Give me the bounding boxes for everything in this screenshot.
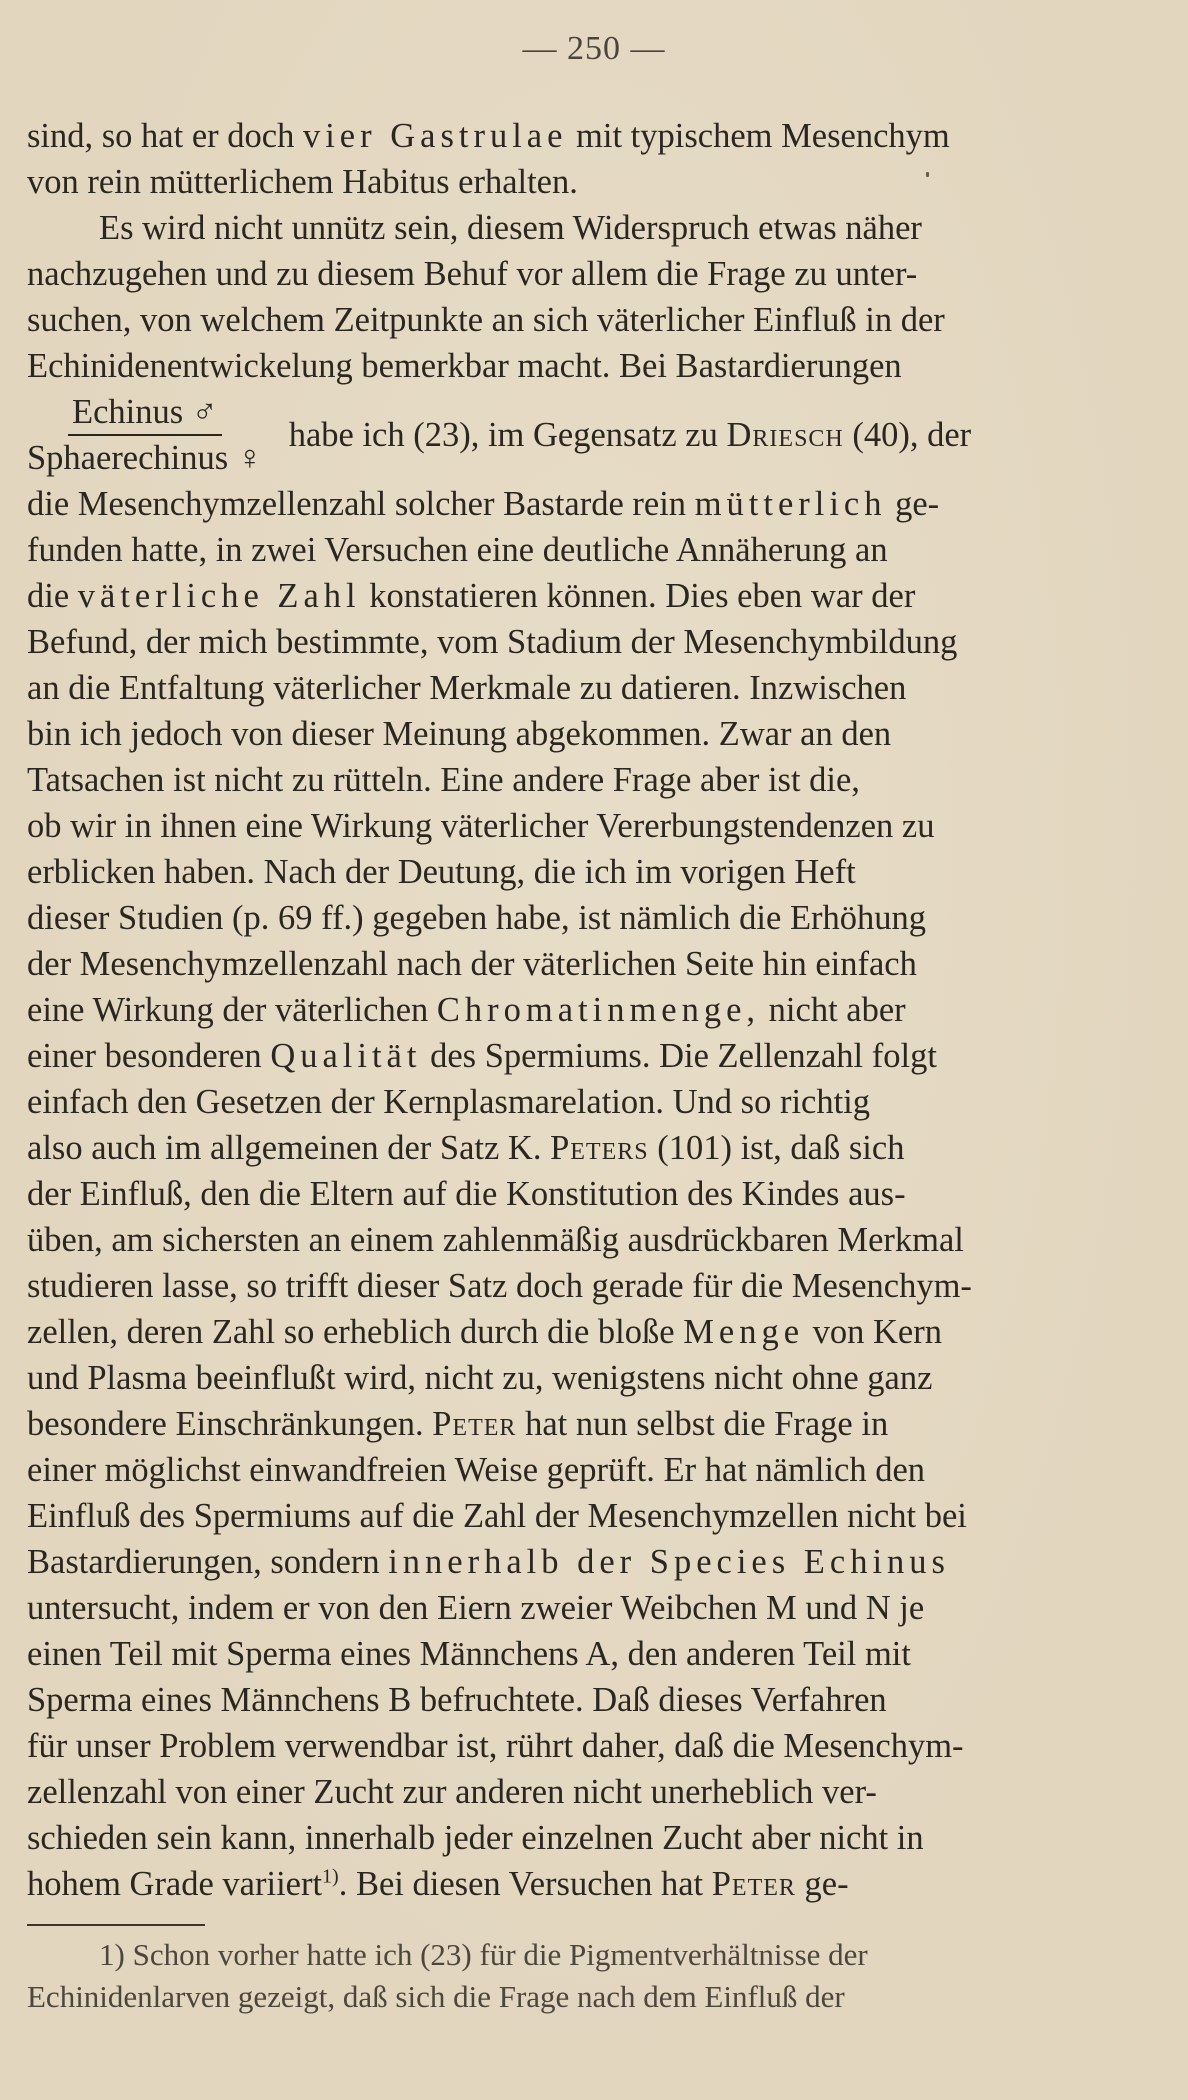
fraction-denominator: Sphaerechinus ♀	[27, 439, 263, 477]
footnote-divider	[27, 1924, 205, 1926]
footnote-marker: 1)	[322, 1865, 339, 1888]
text-line: einfach den Gesetzen der Kernplasmarelation. Und so richtig	[27, 1083, 871, 1121]
text-line: an die Entfaltung väterlicher Merkmale zu datieren. Inzwischen	[27, 669, 907, 707]
text-line: schieden sein kann, innerhalb jeder einzelnen Zucht aber nicht in	[27, 1819, 924, 1857]
text-line: die Mesenchymzellenzahl solcher Bastarde rein mütterlich ge-	[27, 485, 940, 523]
page-number: — 250 —	[522, 30, 666, 67]
text-line: also auch im allgemeinen der Satz K. Peters (101) ist, daß sich	[27, 1129, 905, 1167]
text-line: Echinidenentwickelung bemerkbar macht. Bei Bastardierungen	[27, 347, 902, 385]
text-line: und Plasma beeinflußt wird, nicht zu, wenigstens nicht ohne ganz	[27, 1359, 933, 1397]
text-line: von rein mütterlichem Habitus erhalten.	[27, 163, 578, 201]
text-line: die väterliche Zahl konstatieren können. Dies eben war der	[27, 577, 916, 615]
emphasis-text: innerhalb der Species Echinus	[388, 1543, 950, 1581]
emphasis-text: Menge	[683, 1313, 805, 1351]
text-line: Befund, der mich bestimmte, vom Stadium der Mesenchymbildung	[27, 623, 958, 661]
fraction-line: $\frac{\text{Echinus ♂}}{\text{Sphaerechinus ♀}}$ habe ich (23), im Gegensatz zu Driesch (40), der	[27, 393, 972, 477]
paragraph-start: Es wird nicht unnütz sein, diesem Widerspruch etwas näher	[99, 209, 922, 247]
text-line: für unser Problem verwendbar ist, rührt daher, daß die Mesenchym-	[27, 1727, 964, 1765]
text-line: dieser Studien (p. 69 ff.) gegeben habe, ist nämlich die Erhöhung	[27, 899, 927, 937]
author-name: Peter	[432, 1405, 517, 1443]
text-line: einer besonderen Qualität des Spermiums. Die Zellenzahl folgt	[27, 1037, 937, 1075]
text-line: nachzugehen und zu diesem Behuf vor allem die Frage zu unter-	[27, 255, 918, 293]
text-line: Tatsachen ist nicht zu rütteln. Eine andere Frage aber ist die,	[27, 761, 860, 799]
text-line: besondere Einschränkungen. Peter hat nun selbst die Frage in	[27, 1405, 889, 1443]
author-name: Driesch	[726, 416, 844, 454]
text-line: studieren lasse, so trifft dieser Satz doch gerade für die Mesenchym-	[27, 1267, 972, 1305]
text-line: sind, so hat er doch vier Gastrulae mit typischem Mesenchym	[27, 117, 950, 155]
text-line: zellen, deren Zahl so erheblich durch die bloße Menge von Kern	[27, 1313, 942, 1351]
footnote-line: 1) Schon vorher hatte ich (23) für die Pigmentverhältnisse der	[99, 1937, 868, 1972]
text-line: bin ich jedoch von dieser Meinung abgekommen. Zwar an den	[27, 715, 892, 753]
text-line: üben, am sichersten an einem zahlenmäßig ausdrückbaren Merkmal	[27, 1221, 964, 1259]
text-line: Sperma eines Männchens B befruchtete. Daß dieses Verfahren	[27, 1681, 887, 1719]
text-line: hohem Grade variiert$^{1)}$. Bei diesen Versuchen hat Peter ge-	[27, 1865, 849, 1903]
text-line: untersucht, indem er von den Eiern zweier Weibchen M und N je	[27, 1589, 925, 1627]
text-line: eine Wirkung der väterlichen Chromatinmenge, nicht aber	[27, 991, 906, 1029]
author-name: Peters	[550, 1129, 649, 1167]
text-line: der Einfluß, den die Eltern auf die Konstitution des Kindes aus-	[27, 1175, 906, 1213]
text-line: Bastardierungen, sondern innerhalb der Species Echinus	[27, 1543, 950, 1581]
footnote-line: Echinidenlarven gezeigt, daß sich die Frage nach dem Einfluß der	[27, 1979, 845, 2014]
body-text	[27, 113, 1140, 1907]
text-line: ob wir in ihnen eine Wirkung väterlicher Vererbungstendenzen zu	[27, 807, 935, 845]
text-line: erblicken haben. Nach der Deutung, die ich im vorigen Heft	[27, 853, 856, 891]
text-line: funden hatte, in zwei Versuchen eine deutliche Annäherung an	[27, 531, 888, 569]
text-line: einer möglichst einwandfreien Weise geprüft. Er hat nämlich den	[27, 1451, 926, 1489]
fraction-numerator: Echinus ♂	[68, 392, 222, 436]
emphasis-text: mütterlich	[694, 485, 887, 523]
text-line: einen Teil mit Sperma eines Männchens A, den anderen Teil mit	[27, 1635, 911, 1673]
emphasis-text: Qualität	[270, 1037, 422, 1075]
emphasis-text: Chromatinmenge,	[436, 991, 761, 1029]
text-line: Einfluß des Spermiums auf die Zahl der Mesenchymzellen nicht bei	[27, 1497, 967, 1535]
emphasis-text: vier Gastrulae	[302, 117, 568, 155]
text-line: zellenzahl von einer Zucht zur anderen nicht unerheblich ver-	[27, 1773, 877, 1811]
text-line: der Mesenchymzellenzahl nach der väterlichen Seite hin einfach	[27, 945, 917, 983]
footnote	[27, 1934, 1140, 2018]
emphasis-text: väterliche Zahl	[77, 577, 361, 615]
author-name: Peter	[711, 1865, 796, 1903]
text-line: suchen, von welchem Zeitpunkte an sich väterlicher Einfluß in der	[27, 301, 945, 339]
hybrid-fraction	[27, 392, 263, 478]
